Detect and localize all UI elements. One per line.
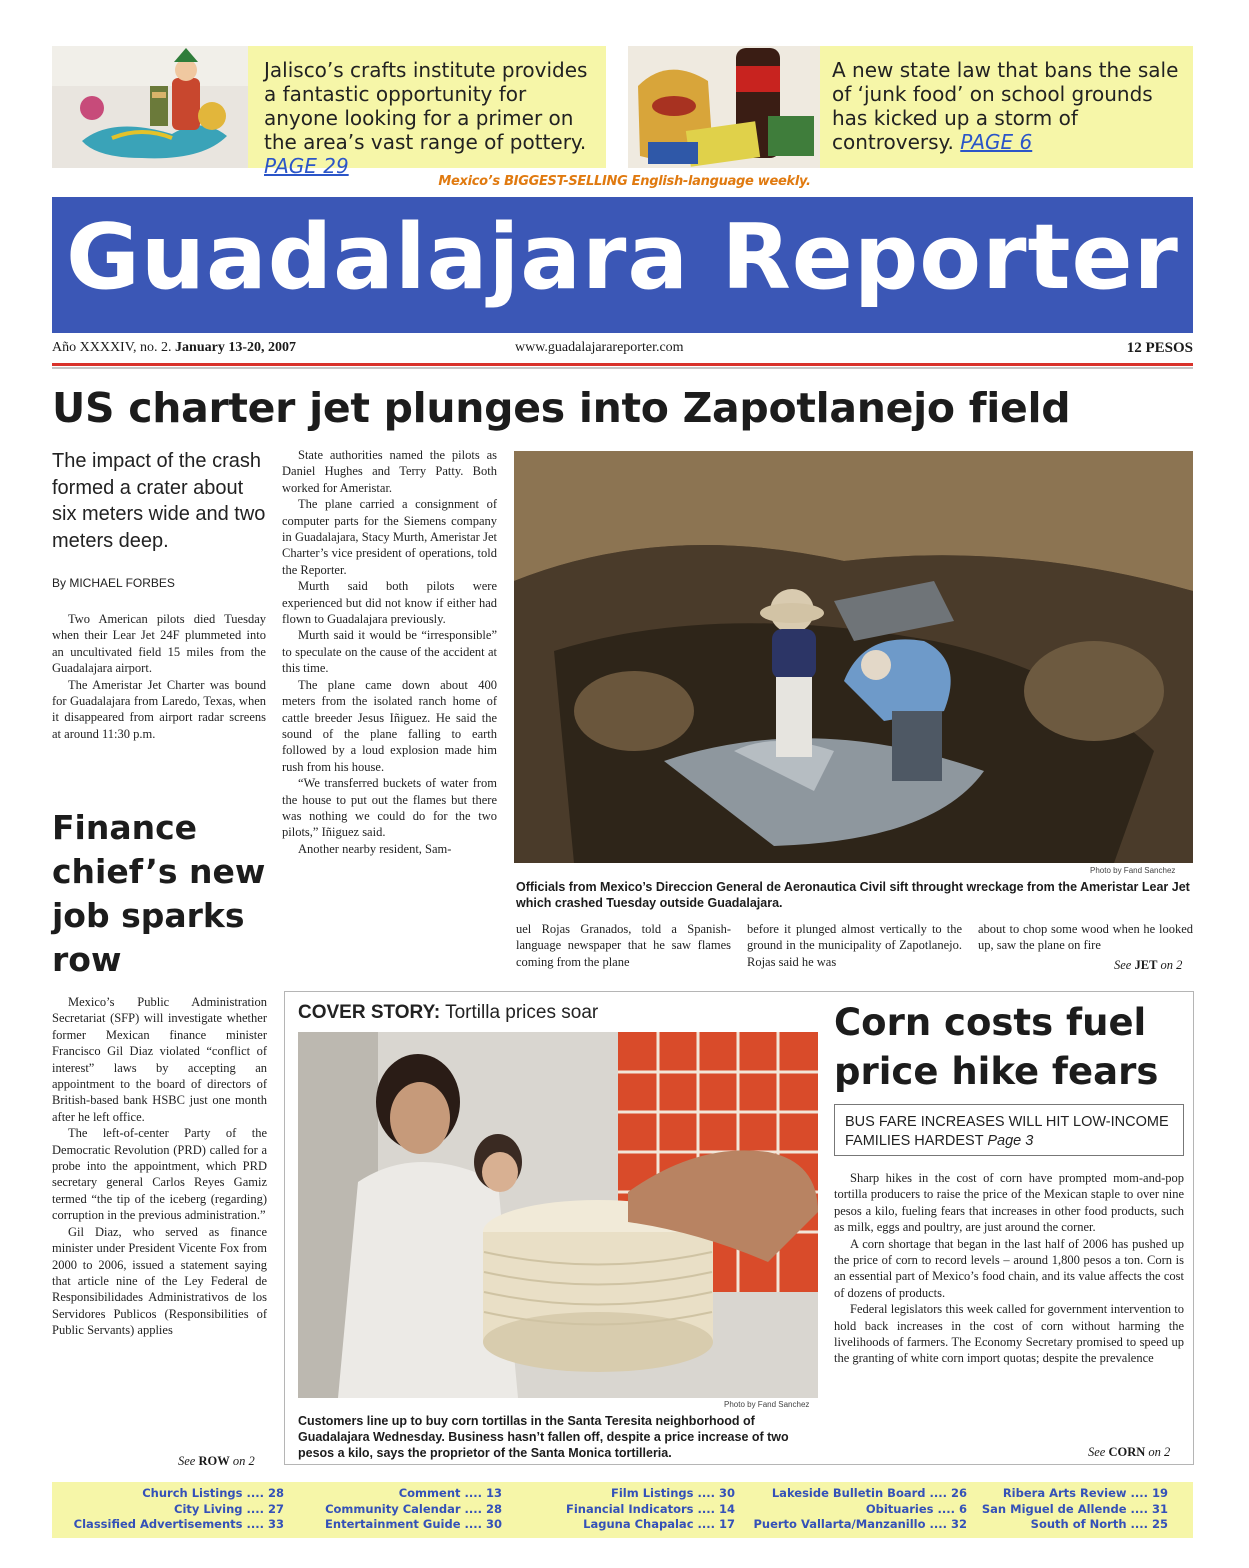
teaser-junk-food-body: A new state law that bans the sale of ‘junk food’ on school grounds has kicked up a storm of controversy. (832, 58, 1179, 154)
lead-column-1 (52, 611, 266, 742)
lead-paragraph: about to chop some wood when he looked up, saw the plane on fire (978, 922, 1193, 953)
issue-number: Año XXXXIV, no. 2. (52, 340, 172, 355)
newspaper-title: Guadalajara Reporter (66, 205, 1179, 310)
index-entry[interactable]: South of North .... 25 (1030, 1517, 1168, 1531)
issue-info (52, 340, 296, 356)
lead-continuation-2 (747, 921, 962, 970)
corn-subhead-page: Page 3 (987, 1133, 1034, 1149)
masthead (52, 197, 1193, 333)
corn-jump-link[interactable] (1088, 1445, 1170, 1460)
lead-deck: The impact of the crash formed a crater about six meters wide and two meters deep. (52, 450, 266, 552)
index-entry[interactable]: Classified Advertisements .... 33 (73, 1517, 284, 1531)
tortilla-photo-credit: Photo by Fand Sanchez (724, 1400, 810, 1409)
jet-jump-link[interactable] (1114, 958, 1182, 973)
lead-paragraph: Murth said it would be “irresponsible” to speculate on the cause of the accident at this time. (282, 628, 497, 676)
index-entry[interactable]: City Living .... 27 (174, 1501, 284, 1516)
lead-paragraph: The Ameristar Jet Charter was bound for Guadalajara from Laredo, Texas, when it disappeared from airport radar screens at around 11:30 p.m. (52, 677, 266, 741)
lead-continuation-1 (516, 921, 731, 970)
corn-subhead-text: BUS FARE INCREASES WILL HIT LOW-INCOME FAMILIES HARDEST (845, 1114, 1169, 1149)
gray-divider (52, 367, 1193, 369)
index-entry[interactable]: Church Listings .... 28 (142, 1486, 284, 1500)
jump-see: See (1088, 1445, 1106, 1459)
finance-paragraph: The left-of-center Party of the Democratic Revolution (PRD) called for a probe into the appointment, which PRD secretary general Carlos Reyes Gamiz termed “the tip of the iceberg (regarding) corruption in the previous administration.” (52, 1126, 267, 1223)
dateline (52, 340, 1193, 362)
finance-paragraph: Gil Diaz, who served as finance minister under President Vicente Fox from 2000 to 2006, issued a statement saying that article nine of the Ley Federal de Responsibilidades Administrativos de los Servidores Publicos (Responsibilities of Public Servants) applies (52, 1224, 267, 1338)
teaser-junk-food[interactable] (628, 46, 1193, 168)
lead-headline[interactable]: US charter jet plunges into Zapotlanejo field (52, 384, 1071, 432)
corn-paragraph: Federal legislators this week called for government intervention to hold back increases in the cost of corn without harming the livelihoods of farmers. The Economy Secretary promised to speed up the granting of white corn import quotas; despite the prevalence (834, 1302, 1184, 1366)
lead-paragraph: uel Rojas Granados, told a Spanish-language newspaper that he saw flames coming from the plane (516, 922, 731, 969)
lead-paragraph: Murth said both pilots were experienced but did not know if either had flown to Guadalajara previously. (282, 579, 497, 627)
tortilla-photo-caption: Customers line up to buy corn tortillas in the Santa Teresita neighborhood of Guadalajara Wednesday. Business hasn’t fallen off, despite a price increase of two pesos a kilo, says the proprietor of the Santa Monica tortilleria. (298, 1414, 789, 1460)
teaser-pottery-link[interactable]: PAGE 29 (264, 154, 349, 178)
teaser-pottery-text (264, 58, 594, 178)
jump-word: ROW (198, 1454, 230, 1468)
index-column-2 (300, 1486, 502, 1533)
index-entry[interactable]: Comment .... 13 (398, 1486, 502, 1500)
price: 12 PESOS (1126, 340, 1193, 356)
issue-date: January 13-20, 2007 (175, 340, 296, 355)
lead-continuation-3 (978, 921, 1193, 954)
cover-story-label: COVER STORY: (298, 1002, 441, 1023)
index-entry[interactable]: Film Listings .... 30 (610, 1486, 735, 1500)
finance-column (52, 994, 267, 1339)
jump-word: JET (1134, 958, 1158, 972)
lead-column-2 (282, 447, 497, 857)
index-entry[interactable]: Ribera Arts Review .... 19 (1002, 1486, 1168, 1500)
crash-photo-credit: Photo by Fand Sanchez (1090, 866, 1176, 875)
lead-paragraph: Another nearby resident, Sam- (298, 841, 452, 856)
cover-story-title[interactable] (298, 1002, 598, 1024)
row-jump-link[interactable] (178, 1454, 255, 1469)
jump-page: on 2 (232, 1454, 255, 1468)
tagline: Mexico’s BIGGEST-SELLING English-language weekly. (438, 174, 811, 189)
lead-paragraph: The plane came down about 400 meters from the isolated ranch home of cattle breeder Jesus Iñiguez. He said the sound of the plane falling to earth followed by a loud explosion made him rush from his house. (282, 677, 497, 774)
jump-word: CORN (1108, 1445, 1146, 1459)
red-divider (52, 363, 1193, 366)
jump-see: See (178, 1454, 196, 1468)
corn-subhead[interactable] (834, 1104, 1184, 1156)
corn-column (834, 1170, 1184, 1367)
crash-photo-caption: Officials from Mexico’s Direccion General de Aeronautica Civil sift throught wreckage from the Ameristar Lear Jet which crashed Tuesday outside Guadalajara. (516, 880, 1190, 910)
index-entry[interactable]: Laguna Chapalac .... 17 (583, 1517, 735, 1531)
index-entry[interactable]: San Miguel de Allende .... 31 (981, 1501, 1168, 1516)
pottery-photo (52, 46, 248, 168)
lead-byline: By MICHAEL FORBES (52, 576, 175, 590)
jump-see: See (1114, 958, 1132, 972)
lead-paragraph: State authorities named the pilots as Daniel Hughes and Terry Patty. Both worked for Ameristar. (282, 448, 497, 495)
jump-page: on 2 (1148, 1445, 1171, 1459)
corn-paragraph: Sharp hikes in the cost of corn have prompted mom-and-pop tortilla producers to raise the price of the Mexican staple to over nine pesos a kilo, fueling fears that increases in other food products, such as milk, eggs and poultry, are just around the corner. (834, 1171, 1184, 1235)
junk-food-photo (628, 46, 820, 168)
index-entry[interactable]: Obituaries .... 6 (865, 1501, 967, 1516)
cover-story-topic: Tortilla prices soar (445, 1002, 599, 1023)
corn-paragraph: A corn shortage that began in the last half of 2006 has pushed up the price of corn to record levels – around 1,800 pesos a ton. Corn is an essential part of Mexico’s food chain, and its value affects the cost of dozens of products. (834, 1236, 1184, 1300)
index-entry[interactable]: Community Calendar .... 28 (325, 1501, 502, 1516)
index-column-1 (52, 1486, 284, 1533)
index-column-5 (975, 1486, 1168, 1533)
lead-paragraph: The plane carried a consignment of computer parts for the Siemens company in Guadalajara, Stacy Murth, Ameristar Jet Charter’s vice president of operations, told the Reporter. (282, 497, 497, 577)
lead-paragraph: Two American pilots died Tuesday when their Lear Jet 24F plummeted into an uncultivated field 15 miles from the Guadalajara airport. (52, 612, 266, 676)
teaser-junk-food-text (832, 58, 1182, 154)
tortilla-photo (298, 1032, 818, 1398)
index-entry[interactable]: Entertainment Guide .... 30 (325, 1517, 502, 1531)
finance-paragraph: Mexico’s Public Administration Secretariat (SFP) will investigate whether former Mexican finance minister Francisco Gil Diaz violated “conflict of interest” laws by accepting an appointment to the board of directors of British-based bank HSBC just one month after he left office. (52, 995, 267, 1124)
index-entry[interactable]: Puerto Vallarta/Manzanillo .... 32 (753, 1517, 967, 1531)
teaser-junk-food-link[interactable]: PAGE 6 (960, 130, 1033, 154)
index-column-4 (745, 1486, 967, 1533)
corn-headline[interactable]: Corn costs fuel price hike fears (834, 1001, 1159, 1093)
finance-headline[interactable]: Finance chief’s new job sparks row (52, 808, 266, 979)
jump-page: on 2 (1160, 958, 1183, 972)
lead-paragraph: before it plunged almost vertically to the ground in the municipality of Zapotlanejo. Rojas said he was (747, 922, 962, 969)
website-url[interactable]: www.guadalajarareporter.com (515, 340, 684, 355)
teaser-pottery[interactable] (52, 46, 606, 178)
index-entry[interactable]: Financial Indicators .... 14 (565, 1501, 735, 1516)
crash-photo (514, 451, 1193, 863)
lead-paragraph: “We transferred buckets of water from the house to put out the flames but there was nothing we could do for the two pilots,” Iñiguez said. (282, 776, 497, 840)
index-column-3 (540, 1486, 735, 1533)
teaser-pottery-body: Jalisco’s crafts institute provides a fantastic opportunity for anyone looking for a primer on the area’s vast range of pottery. (264, 58, 588, 154)
index-entry[interactable]: Lakeside Bulletin Board .... 26 (771, 1486, 967, 1500)
